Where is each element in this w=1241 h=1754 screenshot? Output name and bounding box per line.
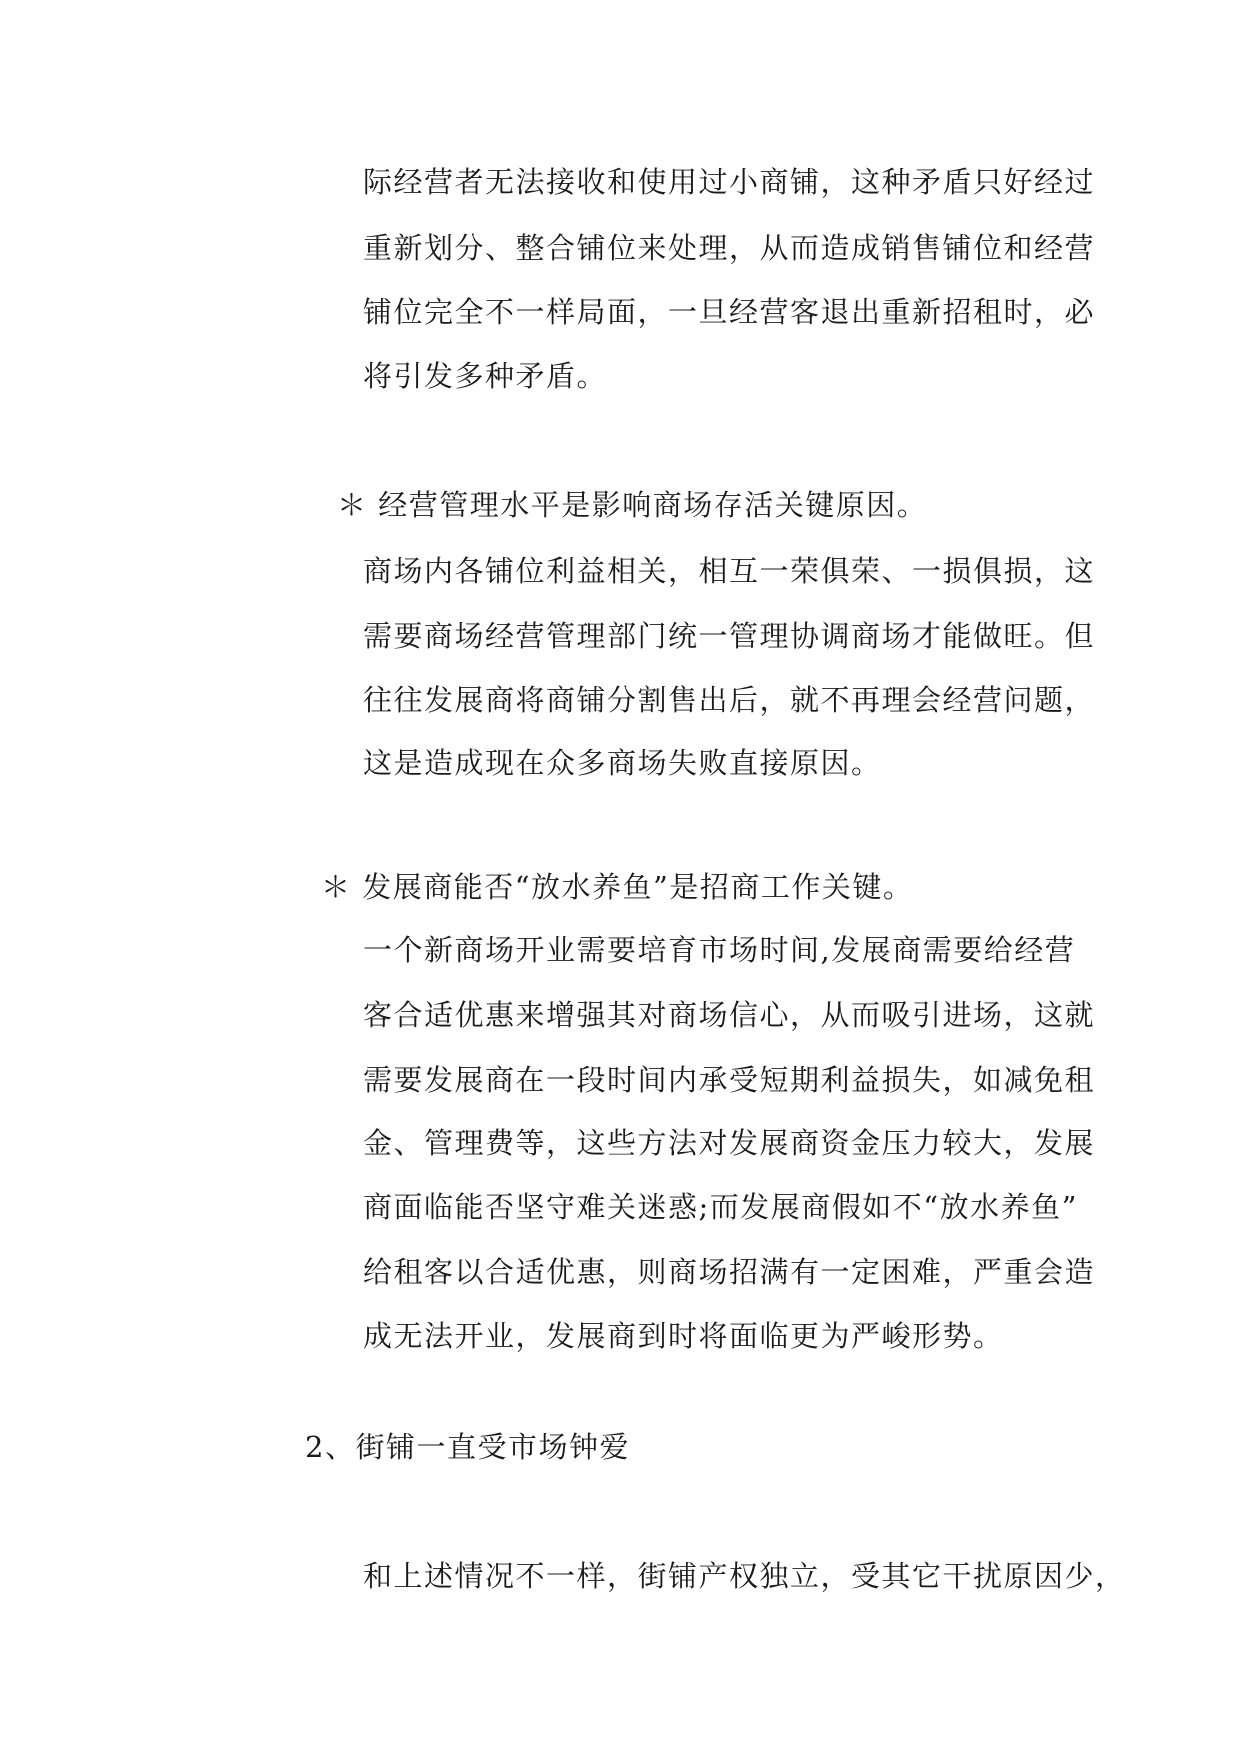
paragraph-line: 这是造成现在众多商场失败直接原因。 xyxy=(363,746,882,780)
bullet-heading-management: ＊ 经营管理水平是影响商场存活关键原因。 xyxy=(337,488,928,522)
paragraph-line: 铺位完全不一样局面，一旦经营客退出重新招租时，必 xyxy=(363,295,1096,329)
paragraph-line: 给租客以合适优惠，则商场招满有一定困难，严重会造 xyxy=(363,1255,1096,1289)
paragraph-line: 重新划分、整合铺位来处理，从而造成销售铺位和经营 xyxy=(363,231,1096,265)
paragraph-line: 将引发多种矛盾。 xyxy=(363,359,608,393)
paragraph-line: 际经营者无法接收和使用过小商铺，这种矛盾只好经过 xyxy=(363,165,1096,199)
paragraph-line: 往往发展商将商铺分割售出后，就不再理会经营问题， xyxy=(363,683,1096,717)
section-heading: 2、街铺一直受市场钟爱 xyxy=(305,1430,630,1464)
paragraph-line: 客合适优惠来增强其对商场信心，从而吸引进场，这就 xyxy=(363,998,1096,1032)
paragraph-line: 需要商场经营管理部门统一管理协调商场才能做旺。但 xyxy=(363,619,1096,653)
paragraph-line: 商面临能否坚守难关迷惑;而发展商假如不“放水养鱼” xyxy=(363,1190,1078,1224)
paragraph-line: 成无法开业，发展商到时将面临更为严峻形势。 xyxy=(363,1319,1004,1353)
paragraph-line: 金、管理费等，这些方法对发展商资金压力较大，发展 xyxy=(363,1126,1096,1160)
paragraph-line: 和上述情况不一样，街铺产权独立，受其它干扰原因少， xyxy=(363,1559,1126,1593)
paragraph-line: 商场内各铺位利益相关，相互一荣俱荣、一损俱损，这 xyxy=(363,554,1096,588)
paragraph-line: 需要发展商在一段时间内承受短期利益损失，如减免租 xyxy=(363,1063,1096,1097)
paragraph-line: 一个新商场开业需要培育市场时间,发展商需要给经营 xyxy=(363,933,1076,967)
bullet-heading-developer: ＊ 发展商能否“放水养鱼”是招商工作关键。 xyxy=(321,870,914,904)
